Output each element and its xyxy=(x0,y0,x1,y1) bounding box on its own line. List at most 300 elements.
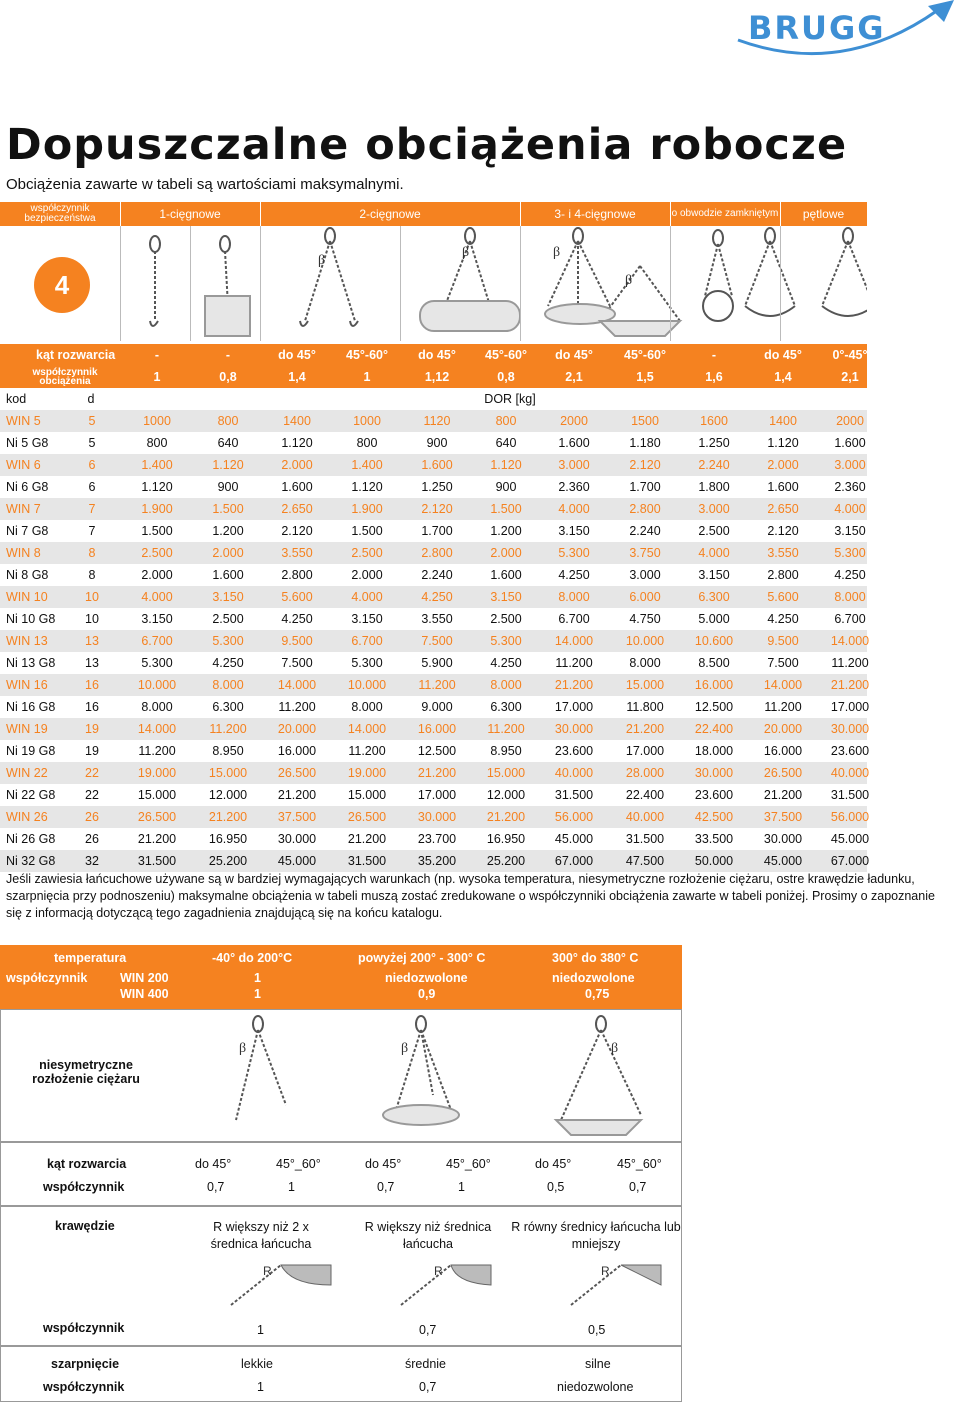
header-safety-factor: współczynnik bezpieczeństwa xyxy=(24,203,96,224)
table-cell: 5.300 xyxy=(558,546,590,560)
table-cell: 4.250 xyxy=(834,568,866,582)
table-cell: 14.000 xyxy=(763,678,803,692)
table-cell: 14.000 xyxy=(137,722,177,736)
table-cell: 0,8 xyxy=(497,370,515,384)
table-cell: 23.600 xyxy=(694,788,734,802)
table-cell: 45.000 xyxy=(763,854,803,868)
table-cell: 16.000 xyxy=(694,678,734,692)
table-cell: 30.000 xyxy=(763,832,803,846)
table-cell: 1.700 xyxy=(629,480,661,494)
table-cell: 4.750 xyxy=(629,612,661,626)
table-cell: 1.180 xyxy=(629,436,661,450)
edge-factor-1: 1 xyxy=(257,1323,264,1337)
table-cell: 6.000 xyxy=(629,590,661,604)
table-cell: WIN 5 xyxy=(6,414,41,428)
table-cell: Ni 26 G8 xyxy=(6,832,56,846)
temp-col3-v2: 0,75 xyxy=(585,987,610,1001)
svg-text:β: β xyxy=(553,245,561,260)
table-cell: 6 xyxy=(88,480,96,494)
table-cell: 11.200 xyxy=(138,744,176,758)
angle-row xyxy=(0,344,867,366)
table-cell: 800 xyxy=(495,414,517,428)
table-row xyxy=(0,784,870,806)
table-cell: 1400 xyxy=(769,414,797,428)
table-cell: 7 xyxy=(88,524,96,538)
table-cell: 1.400 xyxy=(351,458,383,472)
table-cell: 3.150 xyxy=(490,590,522,604)
table-cell: 900 xyxy=(217,480,239,494)
table-cell: 17.000 xyxy=(554,700,594,714)
table-cell: 1.900 xyxy=(351,502,383,516)
table-cell: 5 xyxy=(88,436,96,450)
table-cell: 1120 xyxy=(423,414,451,428)
table-cell: 11.200 xyxy=(348,744,386,758)
table-cell: Ni 5 G8 xyxy=(6,436,49,450)
table-cell: 5.300 xyxy=(834,546,866,560)
edge-case-1: R większy niż 2 x średnica łańcucha xyxy=(210,1220,312,1251)
table-cell: 56.000 xyxy=(830,810,870,824)
table-cell: 15.000 xyxy=(486,766,526,780)
table-cell: 2.120 xyxy=(629,458,661,472)
table-cell: 21.200 xyxy=(277,788,317,802)
edges-box xyxy=(0,1206,682,1346)
table-cell: 3.000 xyxy=(698,502,730,516)
temperature-box xyxy=(0,945,682,1009)
table-cell: 8.500 xyxy=(698,656,730,670)
table-cell: 640 xyxy=(495,436,517,450)
table-cell: 26 xyxy=(85,810,99,824)
table-cell: 10 xyxy=(85,590,99,604)
table-cell: 4.000 xyxy=(698,546,730,560)
jerk-case-1: lekkie xyxy=(241,1357,273,1371)
table-cell: - xyxy=(154,348,160,362)
table-cell: 2.650 xyxy=(281,502,313,516)
table-cell: 1400 xyxy=(283,414,311,428)
table-cell: 5.300 xyxy=(141,656,173,670)
table-cell: 3.550 xyxy=(767,546,799,560)
table-cell: 10.600 xyxy=(694,634,734,648)
table-cell: 1.600 xyxy=(421,458,453,472)
table-cell: 1.600 xyxy=(281,480,313,494)
table-cell: 8.000 xyxy=(351,700,383,714)
table-cell: 1.120 xyxy=(490,458,522,472)
table-cell: 40.000 xyxy=(625,810,665,824)
table-cell: 1.400 xyxy=(141,458,173,472)
asym-angle-value: 45°_60° xyxy=(617,1157,662,1171)
table-cell: 33.500 xyxy=(694,832,734,846)
table-cell: 1.500 xyxy=(212,502,244,516)
table-cell: 5.600 xyxy=(767,590,799,604)
asym-angle-value: do 45° xyxy=(535,1157,572,1171)
table-cell: 45°-60° xyxy=(346,348,388,362)
table-cell: WIN 26 xyxy=(6,810,48,824)
table-cell: 45°-60° xyxy=(624,348,666,362)
table-row xyxy=(0,740,870,762)
table-cell: 1.900 xyxy=(141,502,173,516)
table-cell: 1,12 xyxy=(424,370,450,384)
factor-row xyxy=(0,366,867,388)
table-cell: 1.600 xyxy=(490,568,522,582)
table-cell: 67.000 xyxy=(554,854,594,868)
table-cell: 22.400 xyxy=(625,788,665,802)
table-cell: 19.000 xyxy=(137,766,177,780)
asymmetry-diagrams xyxy=(1,1010,683,1143)
table-cell: 3.150 xyxy=(212,590,244,604)
table-cell: 2.800 xyxy=(421,546,453,560)
table-cell: 1000 xyxy=(143,414,171,428)
table-cell: 10.000 xyxy=(347,678,387,692)
table-cell: 31.500 xyxy=(830,788,870,802)
table-cell: 16.000 xyxy=(277,744,317,758)
svg-text:β: β xyxy=(625,273,633,288)
temperature-factor-label: współczynnik xyxy=(6,971,88,985)
table-cell: 21.200 xyxy=(625,722,665,736)
asym-factor-value: 1 xyxy=(288,1180,295,1194)
table-cell: 640 xyxy=(217,436,239,450)
table-cell: 2.800 xyxy=(767,568,799,582)
code-row xyxy=(0,388,867,410)
asym-angle-label: kąt rozwarcia xyxy=(47,1157,127,1171)
table-cell: 1.600 xyxy=(558,436,590,450)
table-cell: 8.000 xyxy=(490,678,522,692)
table-cell: 7.500 xyxy=(281,656,313,670)
table-cell: 5.300 xyxy=(212,634,244,648)
asym-factor-value: 1 xyxy=(458,1180,465,1194)
table-cell: 26.500 xyxy=(137,810,177,824)
table-cell: 14.000 xyxy=(277,678,317,692)
table-cell: 11.200 xyxy=(418,678,456,692)
table-cell: 15.000 xyxy=(208,766,248,780)
table-cell: 31.500 xyxy=(554,788,594,802)
table-cell: 32 xyxy=(85,854,99,868)
temperature-label: temperatura xyxy=(54,951,127,965)
table-cell: d xyxy=(87,392,95,406)
table-cell: 5.300 xyxy=(490,634,522,648)
table-cell: 2.000 xyxy=(767,458,799,472)
table-row xyxy=(0,630,870,652)
temp-col3-title: 300° do 380° C xyxy=(552,951,639,965)
table-row xyxy=(0,850,870,872)
table-cell: do 45° xyxy=(555,348,593,362)
table-cell: 8.950 xyxy=(212,744,244,758)
table-cell: 30.000 xyxy=(830,722,870,736)
table-cell: 1600 xyxy=(700,414,728,428)
table-row xyxy=(0,410,867,432)
logo-text: BRUGG xyxy=(748,9,886,47)
temp-col2-title: powyżej 200° - 300° C xyxy=(358,951,486,965)
table-cell: 21.200 xyxy=(763,788,803,802)
table-cell: 7.500 xyxy=(421,634,453,648)
table-cell: 22.400 xyxy=(694,722,734,736)
table-cell: 30.000 xyxy=(694,766,734,780)
table-cell: 21.200 xyxy=(486,810,526,824)
table-cell: 4.000 xyxy=(351,590,383,604)
table-cell: 37.500 xyxy=(277,810,317,824)
table-cell: 4.000 xyxy=(558,502,590,516)
edge-case-2: R większy niż średnica łańcucha xyxy=(364,1220,492,1251)
table-cell: 14.000 xyxy=(554,634,594,648)
table-cell: 19 xyxy=(85,722,99,736)
table-cell: WIN 7 xyxy=(6,502,41,516)
safety-factor-badge: 4 xyxy=(34,257,90,313)
table-cell: WIN 22 xyxy=(6,766,48,780)
table-row xyxy=(0,454,867,476)
table-cell: 16 xyxy=(85,678,99,692)
table-cell: 1 xyxy=(153,370,161,384)
brugg-logo xyxy=(732,0,960,70)
table-cell: 1.200 xyxy=(490,524,522,538)
asymmetry-diagram-box xyxy=(0,1009,682,1142)
temp-col2-v2: 0,9 xyxy=(418,987,436,1001)
edge-factor-3: 0,5 xyxy=(588,1323,606,1337)
page-title: Dopuszczalne obciążenia robocze xyxy=(6,120,848,170)
table-cell: 9.500 xyxy=(281,634,313,648)
svg-text:R: R xyxy=(434,1264,443,1278)
table-cell: 2.240 xyxy=(421,568,453,582)
table-cell: 900 xyxy=(426,436,448,450)
table-cell: 26 xyxy=(85,832,99,846)
svg-text:R: R xyxy=(263,1264,272,1278)
table-row xyxy=(0,762,870,784)
table-cell: 800 xyxy=(217,414,239,428)
table-cell: 16.950 xyxy=(486,832,526,846)
table-row xyxy=(0,828,870,850)
win400-label: WIN 400 xyxy=(120,987,169,1001)
table-cell: 2.500 xyxy=(141,546,173,560)
table-row xyxy=(0,806,870,828)
temp-col1-v2: 1 xyxy=(254,987,261,1001)
table-cell: 20.000 xyxy=(277,722,317,736)
table-cell: 30.000 xyxy=(277,832,317,846)
table-cell: 1.120 xyxy=(767,436,799,450)
table-cell: 5.600 xyxy=(281,590,313,604)
table-cell: 2.500 xyxy=(212,612,244,626)
table-cell: 45.000 xyxy=(277,854,317,868)
edge-case-3: R równy średnicy łańcucha lub mniejszy xyxy=(511,1220,681,1251)
table-cell: 3.150 xyxy=(558,524,590,538)
header-two-leg: 2-cięgnowe xyxy=(359,207,421,221)
table-cell: 3.150 xyxy=(351,612,383,626)
table-cell: 8.000 xyxy=(141,700,173,714)
table-cell: 22 xyxy=(85,766,99,780)
table-row xyxy=(0,476,867,498)
table-cell: 12.500 xyxy=(417,744,457,758)
table-cell: 13 xyxy=(85,634,99,648)
page-subtitle: Obciążenia zawarte w tabeli są wartościami maksymalnymi. xyxy=(6,176,404,193)
asym-factor-value: 0,7 xyxy=(377,1180,395,1194)
table-header xyxy=(0,202,867,226)
table-cell: 2.500 xyxy=(351,546,383,560)
asym-factor-value: 0,7 xyxy=(207,1180,225,1194)
table-cell: 2.500 xyxy=(490,612,522,626)
table-cell: 2.360 xyxy=(558,480,590,494)
table-cell: 1.120 xyxy=(281,436,313,450)
table-cell: 1500 xyxy=(631,414,659,428)
table-cell: 14.000 xyxy=(347,722,387,736)
table-cell: 4.250 xyxy=(558,568,590,582)
table-cell: 6.300 xyxy=(698,590,730,604)
asym-factor-value: 0,7 xyxy=(629,1180,647,1194)
table-cell: 2.800 xyxy=(281,568,313,582)
table-cell: 4.250 xyxy=(490,656,522,670)
table-cell: 4.250 xyxy=(767,612,799,626)
table-cell: 1.700 xyxy=(421,524,453,538)
table-cell: Ni 6 G8 xyxy=(6,480,49,494)
table-cell: 16.000 xyxy=(763,744,803,758)
table-cell: 1.500 xyxy=(141,524,173,538)
table-cell: 3.750 xyxy=(629,546,661,560)
table-cell: 5.300 xyxy=(351,656,383,670)
table-cell: 21.200 xyxy=(417,766,457,780)
table-cell: 12.000 xyxy=(486,788,526,802)
table-cell: 45°-60° xyxy=(485,348,527,362)
table-cell: 2.120 xyxy=(281,524,313,538)
table-cell: 19.000 xyxy=(347,766,387,780)
table-cell: 1.500 xyxy=(351,524,383,538)
table-cell: 800 xyxy=(356,436,378,450)
table-cell: 2.000 xyxy=(490,546,522,560)
table-cell: 8 xyxy=(88,568,96,582)
jerk-box xyxy=(0,1346,682,1402)
table-cell: 5 xyxy=(88,414,96,428)
table-row xyxy=(0,432,867,454)
table-cell: 1,6 xyxy=(705,370,723,384)
asymmetry-factor-box xyxy=(0,1142,682,1206)
table-cell: 22 xyxy=(85,788,99,802)
table-cell: 18.000 xyxy=(694,744,734,758)
table-cell: WIN 13 xyxy=(6,634,48,648)
table-cell: 4.000 xyxy=(141,590,173,604)
table-cell: 1.800 xyxy=(698,480,730,494)
table-row xyxy=(0,520,867,542)
table-cell: 26.500 xyxy=(277,766,317,780)
table-cell: 25.200 xyxy=(486,854,526,868)
table-cell: Ni 32 G8 xyxy=(6,854,56,868)
table-cell: 11.200 xyxy=(487,722,525,736)
table-cell: 1000 xyxy=(353,414,381,428)
table-cell: 15.000 xyxy=(347,788,387,802)
table-cell: kąt rozwarcia xyxy=(36,348,116,362)
table-cell: 4.000 xyxy=(834,502,866,516)
table-cell: 21.200 xyxy=(554,678,594,692)
table-cell: 800 xyxy=(146,436,168,450)
conditions-note: Jeśli zawiesia łańcuchowe używane są w bardziej wymagających warunkach (np. wysoka temperatura, niesymetryczne rozłożenie ciężaru, ostre krawędzie ładunku, szarpnięcia przy podnoszeniu) maksymalne obciążenia w tabeli muszą zostać zredukowane o współczynniki obciążenia zawarte w tabeli poniżej. Prosimy o zapoznanie się z informacją dotyczącą tego zagadnienia znajdującą się na końcu katalogu. xyxy=(6,872,935,920)
edge-factor-2: 0,7 xyxy=(419,1323,437,1337)
jerk-factor-2: 0,7 xyxy=(419,1380,437,1394)
table-cell: 6.300 xyxy=(490,700,522,714)
table-cell: 1.500 xyxy=(490,502,522,516)
sling-diagrams xyxy=(0,226,867,341)
table-cell: 19 xyxy=(85,744,99,758)
table-cell: 1.120 xyxy=(351,480,383,494)
table-cell: 45.000 xyxy=(830,832,870,846)
table-cell: 2.650 xyxy=(767,502,799,516)
table-cell: 15.000 xyxy=(137,788,177,802)
table-cell: 3.150 xyxy=(698,568,730,582)
table-cell: 13 xyxy=(85,656,99,670)
table-cell: 16.950 xyxy=(208,832,248,846)
table-cell: 9.500 xyxy=(767,634,799,648)
table-cell: 12.500 xyxy=(694,700,734,714)
table-cell: 6.700 xyxy=(834,612,866,626)
table-cell: 2,1 xyxy=(565,370,583,384)
table-cell: 4.250 xyxy=(212,656,244,670)
svg-text:β: β xyxy=(401,1041,409,1056)
table-cell: 21.200 xyxy=(137,832,177,846)
header-one-leg: 1-cięgnowe xyxy=(159,207,221,221)
table-cell: 26.500 xyxy=(763,766,803,780)
table-cell: 6.700 xyxy=(141,634,173,648)
table-cell: 31.500 xyxy=(625,832,665,846)
table-cell: 1.600 xyxy=(767,480,799,494)
table-cell: WIN 16 xyxy=(6,678,48,692)
table-cell: 4.250 xyxy=(281,612,313,626)
table-cell: 23.600 xyxy=(554,744,594,758)
table-cell: 2.000 xyxy=(141,568,173,582)
table-cell: 1,5 xyxy=(636,370,654,384)
jerk-label: szarpnięcie xyxy=(51,1357,120,1371)
table-cell: 31.500 xyxy=(347,854,387,868)
table-cell: 11.800 xyxy=(626,700,664,714)
table-cell: 23.600 xyxy=(830,744,870,758)
table-cell: 2.120 xyxy=(421,502,453,516)
table-cell: 1.250 xyxy=(698,436,730,450)
table-row xyxy=(0,542,867,564)
table-cell: Ni 7 G8 xyxy=(6,524,49,538)
table-cell: współczynnik obciążenia xyxy=(32,367,98,387)
jerk-factor-label: współczynnik xyxy=(43,1380,125,1394)
table-cell: 40.000 xyxy=(554,766,594,780)
edges-label: krawędzie xyxy=(55,1219,115,1233)
table-cell: 2.240 xyxy=(629,524,661,538)
jerk-factor-3: niedozwolone xyxy=(557,1380,634,1394)
table-cell: 40.000 xyxy=(830,766,870,780)
header-closed-loop: o obwodzie zamkniętym xyxy=(671,208,779,219)
table-cell: 3.150 xyxy=(834,524,866,538)
table-cell: - xyxy=(225,348,231,362)
table-cell: 1.120 xyxy=(141,480,173,494)
table-cell: 8.000 xyxy=(212,678,244,692)
jerk-case-3: silne xyxy=(585,1357,611,1371)
table-cell: 3.150 xyxy=(141,612,173,626)
table-cell: 17.000 xyxy=(417,788,457,802)
table-row xyxy=(0,674,870,696)
table-cell: 21.200 xyxy=(347,832,387,846)
table-cell: WIN 6 xyxy=(6,458,41,472)
table-cell: 14.000 xyxy=(830,634,870,648)
table-cell: 47.500 xyxy=(625,854,665,868)
temp-col2-v1: niedozwolone xyxy=(385,971,468,985)
table-cell: 8.950 xyxy=(490,744,522,758)
edges-factor-label: współczynnik xyxy=(43,1321,125,1335)
table-cell: 20.000 xyxy=(763,722,803,736)
table-cell: 21.200 xyxy=(208,810,248,824)
table-cell: 1 xyxy=(363,370,371,384)
table-cell: 1.600 xyxy=(212,568,244,582)
table-cell: 6.700 xyxy=(558,612,590,626)
table-cell: 67.000 xyxy=(830,854,870,868)
header-three-four-leg: 3- i 4-cięgnowe xyxy=(554,207,636,221)
beta-symbol: β xyxy=(318,253,326,268)
table-cell: kod xyxy=(6,392,27,406)
table-cell: Ni 22 G8 xyxy=(6,788,56,802)
table-cell: 10.000 xyxy=(137,678,177,692)
table-row xyxy=(0,652,867,674)
table-cell: 3.000 xyxy=(629,568,661,582)
table-cell: do 45° xyxy=(764,348,802,362)
table-cell: 30.000 xyxy=(554,722,594,736)
table-cell: 23.700 xyxy=(417,832,457,846)
